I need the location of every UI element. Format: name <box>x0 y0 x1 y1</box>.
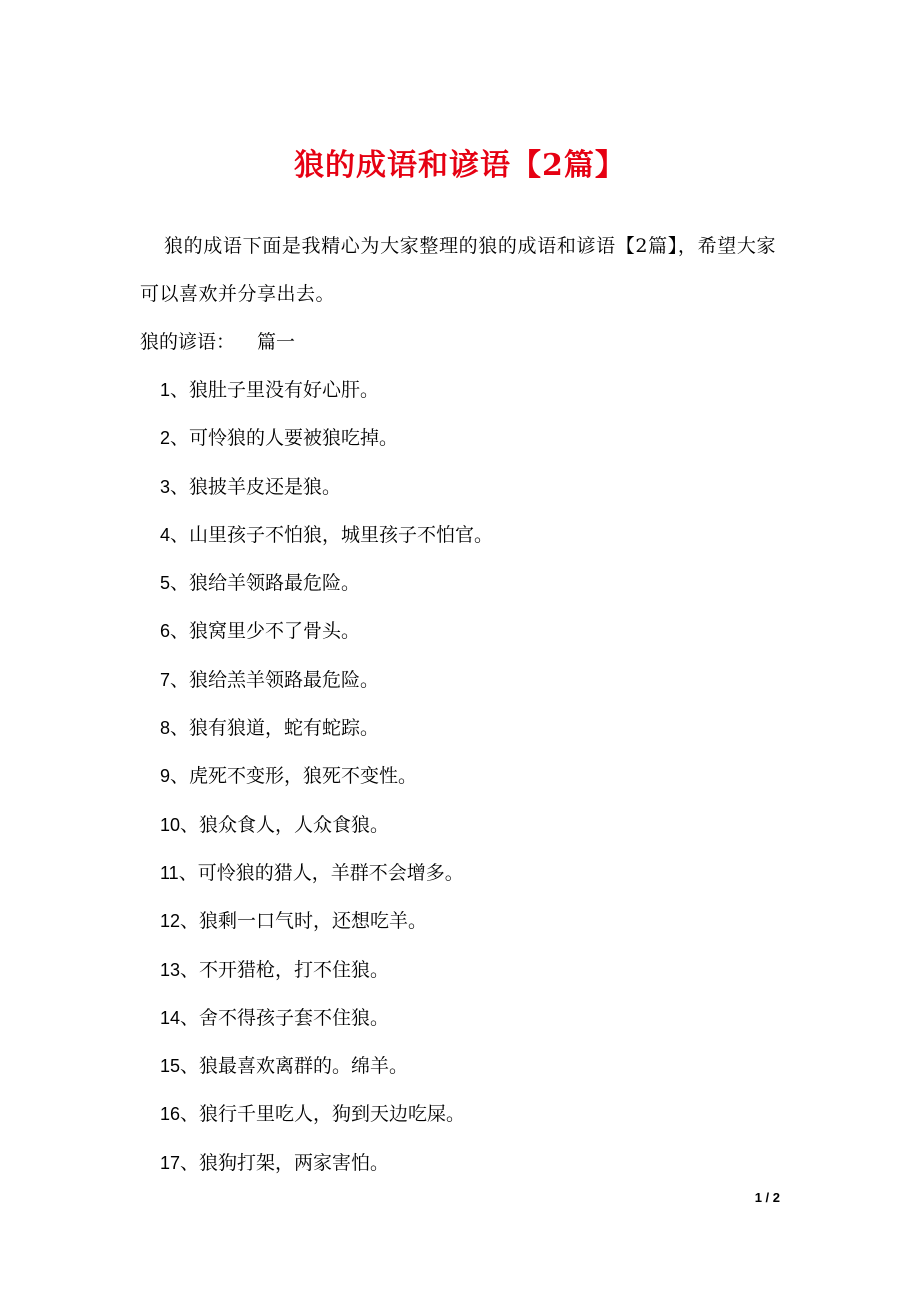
list-item-number: 13 <box>160 959 181 980</box>
list-item-number: 9 <box>160 766 171 787</box>
list-item-number: 16 <box>160 1104 181 1125</box>
list-item <box>160 559 493 607</box>
list-item-text: 不开猎枪，打不住狼。 <box>199 958 390 981</box>
list-item-text: 狼最喜欢离群的。绵羊。 <box>199 1055 409 1078</box>
list-item-separator: 、 <box>170 427 190 450</box>
list-item-separator: 、 <box>170 668 190 691</box>
list-item-text: 狼有狼道，蛇有蛇踪。 <box>189 717 380 740</box>
list-item <box>160 1090 493 1138</box>
list-item <box>160 897 493 945</box>
list-item-separator: 、 <box>180 1151 200 1174</box>
list-item-number: 11 <box>160 862 179 883</box>
list-item-number: 14 <box>160 1007 181 1028</box>
list-item-text: 狼剩一口气时，还想吃羊。 <box>199 910 428 933</box>
list-item <box>160 366 493 414</box>
list-item-separator: 、 <box>170 379 190 401</box>
intro-paragraph: 狼的成语下面是我精心为大家整理的狼的成语和谚语【2篇】，希望大家可以喜欢并分享出去。 <box>140 235 776 305</box>
document-title: 狼的成语和谚语【2篇】 <box>294 148 626 183</box>
section-heading <box>140 318 776 366</box>
list-item-text: 狼肚子里没有好心肝。 <box>189 379 380 401</box>
list-item-number: 4 <box>160 524 171 545</box>
list-item-number: 1 <box>160 380 171 400</box>
list-item-number: 15 <box>160 1056 181 1077</box>
list-item-text: 可怜狼的猎人，羊群不会增多。 <box>197 861 464 884</box>
list-item-separator: 、 <box>180 1006 200 1029</box>
list-item-text: 舍不得孩子套不住狼。 <box>199 1006 390 1029</box>
list-item <box>160 994 493 1042</box>
list-item-separator: 、 <box>180 910 200 933</box>
list-item-number: 12 <box>160 911 181 932</box>
list-item-number: 5 <box>160 573 171 594</box>
list-item <box>160 946 493 994</box>
list-item-separator: 、 <box>170 523 190 546</box>
list-item-separator: 、 <box>170 765 190 788</box>
list-item <box>160 849 493 897</box>
list-item-number: 6 <box>160 621 171 642</box>
list-item-text: 狼给羊领路最危险。 <box>189 572 361 595</box>
list-item-separator: 、 <box>178 861 198 884</box>
list-item <box>160 607 493 655</box>
list-item <box>160 463 493 511</box>
list-item-separator: 、 <box>170 475 190 498</box>
list-item-text: 虎死不变形，狼死不变性。 <box>189 765 418 788</box>
list-item-text: 狼披羊皮还是狼。 <box>189 475 342 498</box>
list-item <box>160 752 493 800</box>
sayings-list <box>160 366 493 1187</box>
list-item-number: 2 <box>160 428 171 449</box>
list-item-separator: 、 <box>180 1103 200 1126</box>
list-item-text: 狼窝里少不了骨头。 <box>189 620 361 643</box>
list-item-number: 8 <box>160 718 171 739</box>
list-item-separator: 、 <box>170 572 190 595</box>
list-item <box>160 414 493 462</box>
list-item-separator: 、 <box>180 813 200 836</box>
list-item-separator: 、 <box>180 958 200 981</box>
list-item-number: 17 <box>160 1152 181 1173</box>
list-item <box>160 1042 493 1090</box>
list-item-text: 山里孩子不怕狼，城里孩子不怕官。 <box>189 523 494 546</box>
list-item-text: 狼众食人，人众食狼。 <box>199 813 390 836</box>
list-item-text: 狼给羔羊领路最危险。 <box>189 668 380 691</box>
page-number: 1 / 2 <box>754 1190 780 1205</box>
list-item <box>160 704 493 752</box>
list-item-text: 狼行千里吃人，狗到天边吃屎。 <box>199 1103 466 1126</box>
list-item-number: 7 <box>160 669 171 690</box>
list-item-number: 10 <box>160 814 181 835</box>
list-item <box>160 511 493 559</box>
list-item-number: 3 <box>160 476 171 497</box>
list-item <box>160 801 493 849</box>
list-item-separator: 、 <box>170 620 190 643</box>
list-item-separator: 、 <box>170 717 190 740</box>
section-heading-part: 篇一 <box>257 331 296 353</box>
list-item-text: 可怜狼的人要被狼吃掉。 <box>189 427 399 450</box>
list-item-separator: 、 <box>180 1055 200 1078</box>
section-heading-label: 狼的谚语： <box>140 331 236 353</box>
list-item <box>160 1139 493 1187</box>
list-item-text: 狼狗打架，两家害怕。 <box>199 1151 390 1174</box>
list-item <box>160 656 493 704</box>
